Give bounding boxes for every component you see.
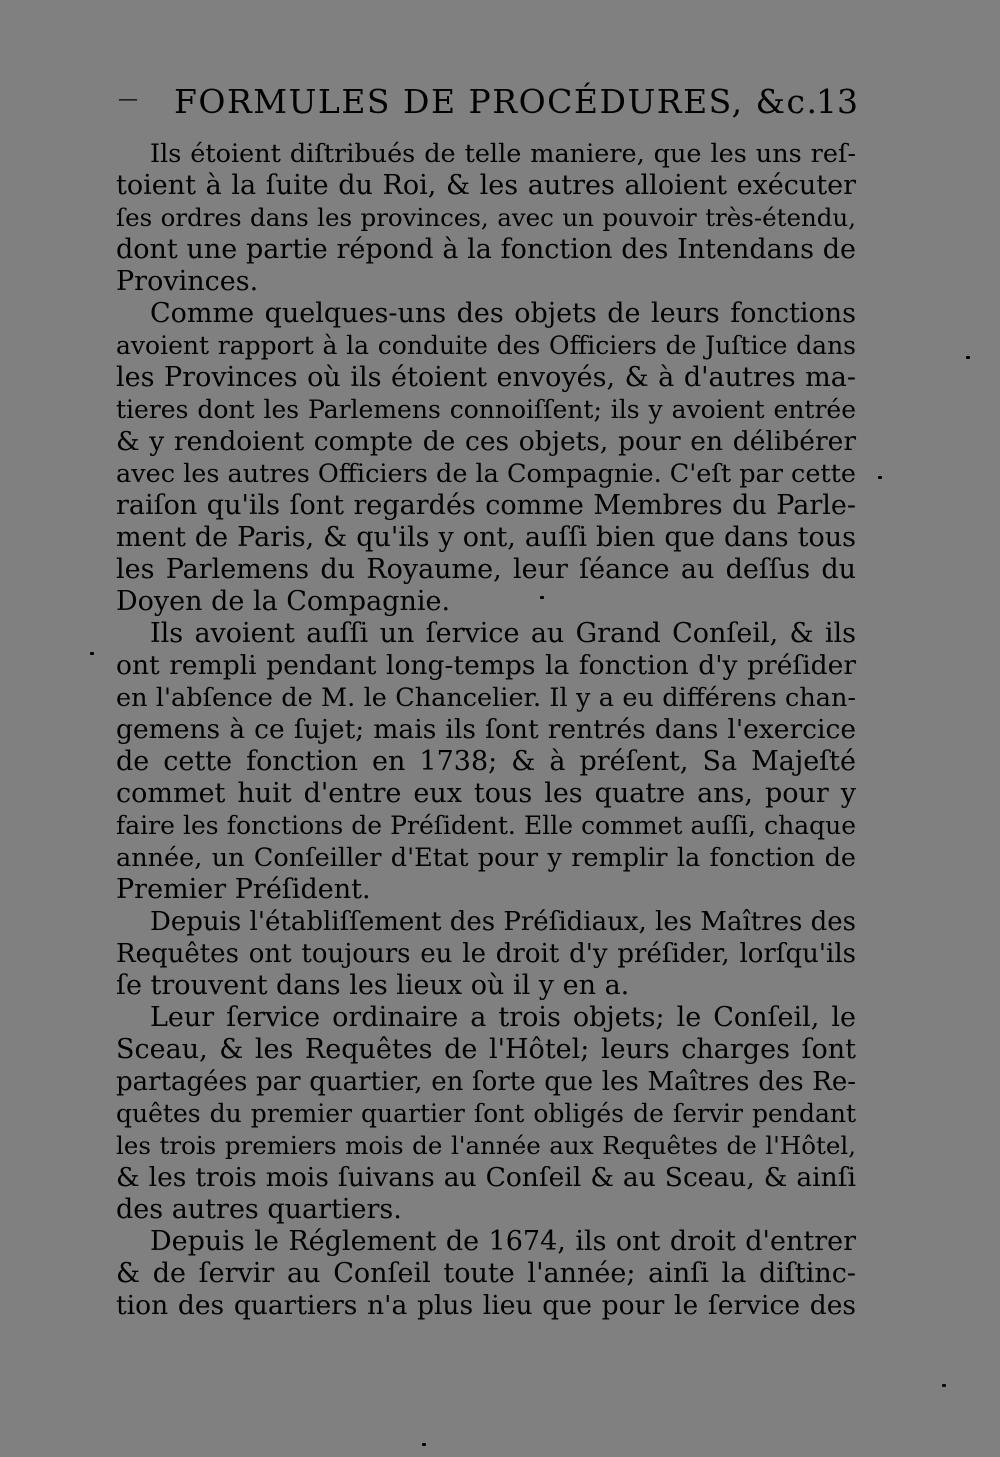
text-line: les Provinces où ils étoient envoyés, & à d'autres ma- [116, 362, 856, 393]
scan-speck [540, 596, 544, 599]
page-number: 13 [816, 82, 858, 121]
scan-speck [966, 356, 970, 359]
text-line: en l'abſence de M. le Chancelier. Il y a eu différens chan- [116, 683, 856, 713]
text-line: Comme quelques-uns des objets de leurs fonctions [150, 298, 856, 329]
text-line: Sceau, & les Requêtes de l'Hôtel; leurs charges ſont [116, 1034, 856, 1065]
scan-speck [942, 1384, 946, 1387]
text-line: tieres dont les Parlemens connoiſſent; ils y avoient entrée [116, 395, 856, 424]
text-line: des autres quartiers. [116, 1194, 402, 1225]
text-line: raiſon qu'ils ſont regardés comme Membres du Parle- [116, 490, 856, 521]
text-line: année, un Conſeiller d'Etat pour y remplir la fonction de [116, 843, 856, 873]
text-line: ment de Paris, & qu'ils y ont, auſſi bien que dans tous [116, 522, 856, 553]
body-text [116, 138, 856, 1322]
running-header [118, 82, 858, 132]
text-line: tion des quartiers n'a plus lieu que pour le ſervice des [116, 1290, 856, 1321]
text-line: commet huit d'entre eux tous les quatre ans, pour y [116, 778, 856, 809]
running-title: FORMULES DE PROCÉDURES, &c. [174, 82, 819, 121]
text-line: Provinces. [116, 266, 259, 297]
text-line: & les trois mois ſuivans au Conſeil & au Sceau, & ainſi [116, 1162, 856, 1193]
scan-speck [90, 652, 94, 655]
text-line: de cette fonction en 1738; & à préſent, Sa Majeſté [116, 746, 856, 777]
text-line: & de ſervir au Conſeil toute l'année; ainſi la diſtinc- [116, 1258, 856, 1289]
text-line: Ils étoient diſtribués de telle maniere, que les uns reſ- [150, 139, 856, 169]
text-line: ont rempli pendant long-temps la fonction d'y préſider [116, 650, 856, 681]
text-line: ſes ordres dans les provinces, avec un pouvoir très-étendu, [116, 203, 856, 232]
text-line: les trois premiers mois de l'année aux Requêtes de l'Hôtel, [116, 1131, 856, 1160]
text-line: partagées par quartier, en ſorte que les Maîtres des Re- [116, 1067, 856, 1097]
text-line: Leur ſervice ordinaire a trois objets; le Conſeil, le [150, 1002, 856, 1033]
text-line: avoient rapport à la conduite des Officiers de Juſtice dans [116, 331, 856, 360]
text-line: toient à la ſuite du Roi, & les autres alloient exécuter [116, 170, 856, 201]
text-line: Doyen de la Compagnie. [116, 586, 451, 617]
text-line: Requêtes ont toujours eu le droit d'y préſider, lorſqu'ils [116, 939, 856, 969]
text-line: dont une partie répond à la fonction des Intendans de [116, 234, 856, 265]
text-line: & y rendoient compte de ces objets, pour en délibérer [116, 426, 856, 457]
text-line: faire les fonctions de Préſident. Elle commet auſſi, chaque [116, 811, 856, 840]
text-line: gemens à ce ſujet; mais ils ſont rentrés dans l'exercice [116, 714, 856, 745]
text-line: quêtes du premier quartier ſont obligés de ſervir pendant [116, 1099, 856, 1128]
text-line: Depuis le Réglement de 1674, ils ont droit d'entrer [150, 1226, 856, 1257]
scan-speck [878, 476, 882, 479]
text-line: les Parlemens du Royaume, leur ſéance au deſſus du [116, 554, 856, 585]
header-mark: — [118, 86, 138, 110]
text-line: ſe trouvent dans les lieux où il y en a. [116, 970, 630, 1001]
text-line: Ils avoient auſſi un ſervice au Grand Conſeil, & ils [150, 618, 856, 649]
scan-speck [422, 1443, 426, 1446]
text-line: Premier Préſident. [116, 874, 371, 905]
text-line: avec les autres Officiers de la Compagnie. C'eſt par cette [116, 459, 856, 489]
text-line: Depuis l'établiſſement des Préſidiaux, les Maîtres des [150, 907, 857, 937]
